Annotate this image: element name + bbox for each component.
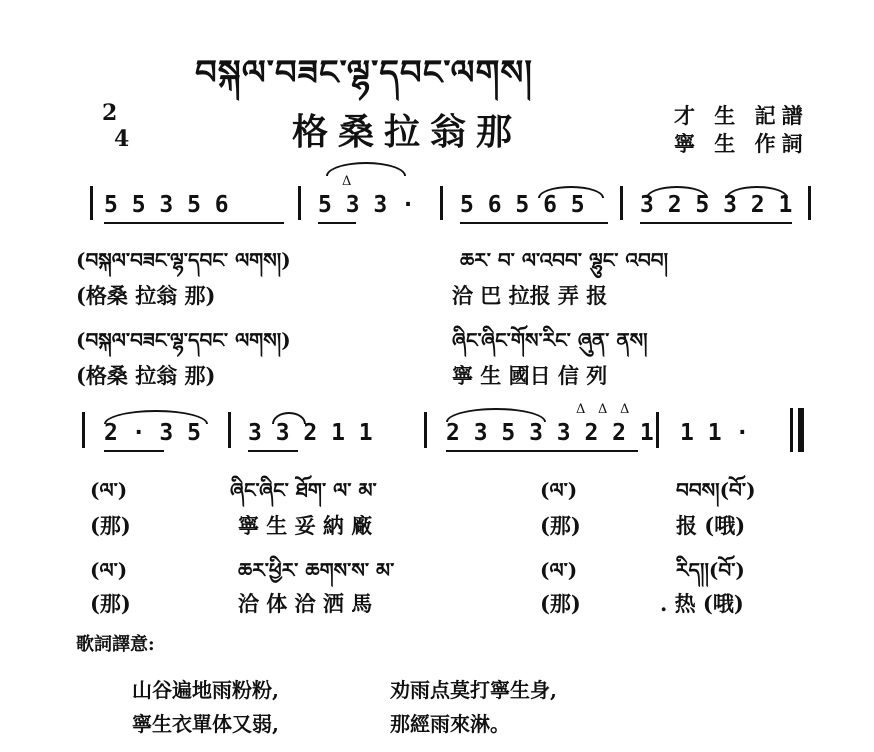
barline bbox=[82, 412, 85, 448]
tibetan-lyric: (ལ་) bbox=[540, 558, 578, 582]
measure-2: 5 3 3 · bbox=[318, 192, 415, 218]
measure-6: 3 3 2 1 1 bbox=[248, 420, 373, 446]
tibetan-lyric: (ལ་) bbox=[540, 478, 578, 502]
measure-3: 5 6 5 6 5 bbox=[460, 192, 585, 218]
translation-line: 那經雨來淋。 bbox=[390, 712, 510, 736]
chinese-lyric: (格桑 拉翁 那) bbox=[76, 363, 216, 388]
measure-1: 5 5 3 5 6 bbox=[104, 192, 229, 218]
translation-line: 山谷遍地雨粉粉, bbox=[132, 678, 279, 702]
final-barline-thick bbox=[798, 408, 804, 452]
tibetan-lyric: (བསྐལ་བཟང་ལྷ་དབང་ ལགས།) bbox=[76, 248, 291, 272]
barline bbox=[440, 186, 443, 220]
chinese-lyric: (那) bbox=[90, 513, 131, 538]
tibetan-lyric: རིད།།(བོ་) bbox=[676, 558, 745, 582]
measure-5: 2 · 3 5 bbox=[104, 420, 201, 446]
chinese-lyric: 洽 体 洽 洒 馬 bbox=[238, 591, 373, 616]
accent-mark: Δ bbox=[598, 402, 608, 417]
final-barline-thin bbox=[790, 408, 793, 452]
barline bbox=[424, 412, 427, 448]
chinese-lyric: (那) bbox=[540, 513, 581, 538]
tibetan-title: བསྐལ་བཟང་ལྷ་དབང་ལགས། bbox=[195, 53, 533, 93]
tibetan-lyric: ཞིང་ཞིང་གོས་རིང་ ཞུན་ ནས། bbox=[452, 328, 648, 352]
accent-mark: Δ bbox=[620, 402, 630, 417]
chinese-lyric: 洽 巴 拉报 弄 报 bbox=[452, 283, 608, 308]
barline bbox=[90, 186, 93, 220]
tibetan-lyric: བབས།(བོ་) bbox=[676, 478, 756, 502]
tibetan-lyric: (བསྐལ་བཟང་ལྷ་དབང་ ལགས།) bbox=[76, 328, 291, 352]
beam-underline bbox=[640, 222, 792, 224]
tibetan-lyric: ཆར་ བ་ ལ་འབབ་ ལྷུང་ འབབ། bbox=[460, 248, 669, 272]
beam-underline bbox=[318, 222, 356, 224]
barline bbox=[620, 186, 623, 220]
accent-mark: Δ bbox=[342, 174, 352, 189]
beam-underline bbox=[104, 450, 164, 452]
barline bbox=[656, 412, 659, 448]
beam-underline bbox=[460, 222, 608, 224]
accent-mark: Δ bbox=[576, 402, 586, 417]
time-signature-denominator: 4 bbox=[114, 126, 130, 152]
chinese-lyric: 寧 生 國日 信 列 bbox=[452, 363, 608, 388]
credit-lyrics: 寧 生 作詞 bbox=[674, 131, 809, 156]
tibetan-lyric: (ལ་) bbox=[90, 558, 128, 582]
beam-underline bbox=[446, 450, 638, 452]
barline bbox=[298, 186, 301, 220]
time-signature-numerator: 2 bbox=[102, 100, 118, 126]
tibetan-lyric: ཞིང་ཞིང་ ཐོག་ ལ་ མ་ bbox=[230, 478, 377, 502]
chinese-lyric: (那) bbox=[90, 591, 131, 616]
time-signature bbox=[88, 100, 128, 152]
chinese-lyric: (那) bbox=[540, 591, 581, 616]
tie-mark bbox=[326, 162, 406, 176]
chinese-lyric: 寧 生 妥 納 廠 bbox=[238, 513, 373, 538]
measure-4: 3 2 5 3 2 1 bbox=[640, 192, 793, 218]
credit-notation: 才 生 記譜 bbox=[674, 103, 809, 128]
chinese-lyric: (格桑 拉翁 那) bbox=[76, 283, 216, 308]
translation-line: 劝雨点莫打寧生身, bbox=[390, 678, 557, 702]
barline bbox=[808, 186, 811, 220]
translation-line: 寧生衣單体又弱, bbox=[132, 712, 279, 736]
measure-8: 1 1 · bbox=[680, 420, 750, 446]
chinese-lyric: . 热 (哦) bbox=[660, 591, 744, 616]
measure-7: 2 3 5 3 3 2 2 1 bbox=[446, 420, 654, 446]
translation-label: 歌詞譯意: bbox=[76, 634, 155, 655]
beam-underline bbox=[104, 222, 284, 224]
tibetan-lyric: ཆར་ཕྱིར་ ཆགས་ས་ མ་ bbox=[238, 558, 395, 582]
barline bbox=[228, 412, 231, 448]
tibetan-lyric: (ལ་) bbox=[90, 478, 128, 502]
chinese-lyric: 报 (哦) bbox=[676, 513, 746, 538]
beam-underline bbox=[248, 450, 298, 452]
chinese-title: 格桑拉翁那 bbox=[292, 111, 523, 153]
